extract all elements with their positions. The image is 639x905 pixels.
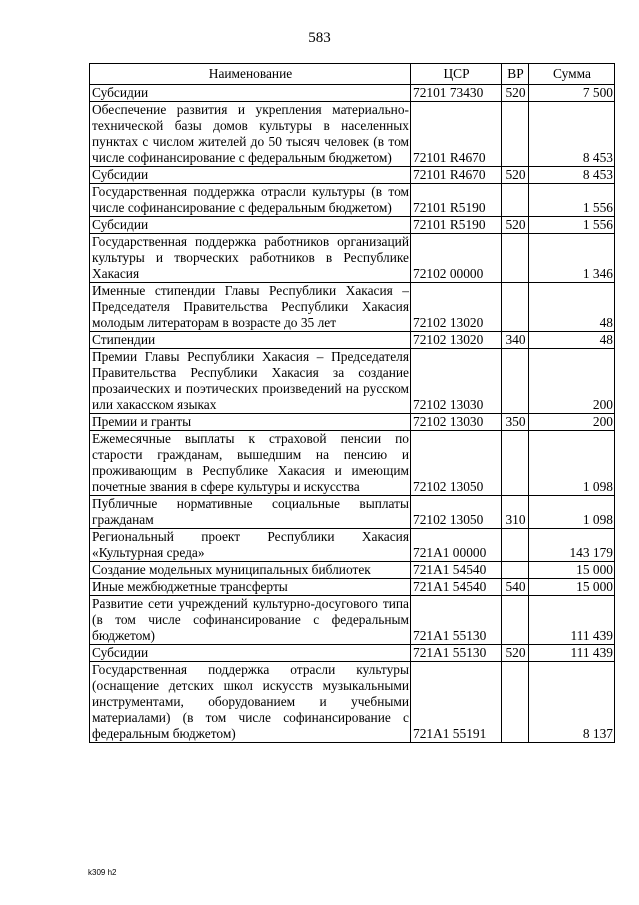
cell-code: 72102 13030 <box>411 349 502 414</box>
cell-vr: 350 <box>502 414 529 431</box>
cell-sum: 1 556 <box>529 184 615 217</box>
cell-vr <box>502 102 529 167</box>
cell-sum: 1 346 <box>529 234 615 283</box>
cell-sum: 143 179 <box>529 529 615 562</box>
cell-code: 721A1 55130 <box>411 596 502 645</box>
cell-sum: 48 <box>529 332 615 349</box>
table-row <box>90 184 615 217</box>
cell-code: 72101 R4670 <box>411 167 502 184</box>
table-row <box>90 596 615 645</box>
cell-vr <box>502 529 529 562</box>
cell-sum: 200 <box>529 414 615 431</box>
cell-name: Ежемесячные выплаты к страховой пенсии по старости гражданам, вышедшим на пенсию и проживающим в Республике Хакасия и имеющим почетные звания в сфере культуры и искусства <box>90 431 411 496</box>
table-row <box>90 414 615 431</box>
cell-name: Иные межбюджетные трансферты <box>90 579 411 596</box>
header-sum: Сумма <box>529 64 615 85</box>
cell-vr: 520 <box>502 167 529 184</box>
cell-name: Премии и гранты <box>90 414 411 431</box>
footer-code: k309 h2 <box>88 868 117 877</box>
cell-code: 72102 00000 <box>411 234 502 283</box>
table-row <box>90 283 615 332</box>
table-row <box>90 85 615 102</box>
cell-sum: 7 500 <box>529 85 615 102</box>
cell-vr: 520 <box>502 85 529 102</box>
cell-sum: 8 137 <box>529 662 615 743</box>
header-name: Наименование <box>90 64 411 85</box>
table-row <box>90 167 615 184</box>
cell-vr: 310 <box>502 496 529 529</box>
cell-name: Государственная поддержка отрасли культуры (оснащение детских школ искусств музыкальными инструментами, оборудованием и учебными материалами) (в том числе софинансирование с федеральным бюджетом) <box>90 662 411 743</box>
cell-name: Именные стипендии Главы Республики Хакасия – Председателя Правительства Республики Хакасия молодым литераторам в возрасте до 35 лет <box>90 283 411 332</box>
cell-vr <box>502 349 529 414</box>
table-row <box>90 579 615 596</box>
cell-name: Государственная поддержка отрасли культуры (в том числе софинансирование с федеральным бюджетом) <box>90 184 411 217</box>
table-row <box>90 102 615 167</box>
cell-code: 72102 13050 <box>411 496 502 529</box>
cell-sum: 8 453 <box>529 167 615 184</box>
cell-vr: 540 <box>502 579 529 596</box>
cell-sum: 48 <box>529 283 615 332</box>
table-row <box>90 217 615 234</box>
cell-sum: 15 000 <box>529 579 615 596</box>
cell-code: 72102 13050 <box>411 431 502 496</box>
cell-name: Публичные нормативные социальные выплаты гражданам <box>90 496 411 529</box>
cell-name: Субсидии <box>90 167 411 184</box>
cell-code: 72101 73430 <box>411 85 502 102</box>
table-row <box>90 529 615 562</box>
table-row <box>90 349 615 414</box>
table-row <box>90 234 615 283</box>
cell-vr <box>502 283 529 332</box>
cell-sum: 111 439 <box>529 645 615 662</box>
table-header-row <box>90 64 615 85</box>
table-row <box>90 431 615 496</box>
cell-name: Стипендии <box>90 332 411 349</box>
cell-vr: 520 <box>502 217 529 234</box>
cell-name: Субсидии <box>90 217 411 234</box>
cell-name: Обеспечение развития и укрепления материально-технической базы домов культуры в населенных пунктах с числом жителей до 50 тысяч человек (в том числе софинансирование с федеральным бюджетом) <box>90 102 411 167</box>
cell-code: 72101 R5190 <box>411 217 502 234</box>
cell-vr <box>502 562 529 579</box>
cell-sum: 1 098 <box>529 496 615 529</box>
cell-vr: 340 <box>502 332 529 349</box>
cell-vr <box>502 184 529 217</box>
table-row <box>90 562 615 579</box>
cell-code: 721A1 55191 <box>411 662 502 743</box>
cell-vr: 520 <box>502 645 529 662</box>
cell-code: 72101 R5190 <box>411 184 502 217</box>
table-row <box>90 645 615 662</box>
cell-sum: 15 000 <box>529 562 615 579</box>
cell-name: Государственная поддержка работников организаций культуры и творческих работников в Республике Хакасия <box>90 234 411 283</box>
cell-code: 721A1 54540 <box>411 579 502 596</box>
cell-name: Премии Главы Республики Хакасия – Председателя Правительства Республики Хакасия за создание прозаических и поэтических произведений на русском или хакасском языках <box>90 349 411 414</box>
cell-name: Региональный проект Республики Хакасия «Культурная среда» <box>90 529 411 562</box>
header-vr: ВР <box>502 64 529 85</box>
budget-table <box>89 63 615 743</box>
cell-sum: 8 453 <box>529 102 615 167</box>
cell-code: 72102 13020 <box>411 283 502 332</box>
table-row <box>90 662 615 743</box>
cell-sum: 1 556 <box>529 217 615 234</box>
cell-code: 72102 13020 <box>411 332 502 349</box>
cell-vr <box>502 596 529 645</box>
page-number: 583 <box>308 30 331 46</box>
header-code: ЦСР <box>411 64 502 85</box>
table-row <box>90 496 615 529</box>
cell-vr <box>502 431 529 496</box>
cell-vr <box>502 234 529 283</box>
cell-sum: 111 439 <box>529 596 615 645</box>
cell-name: Субсидии <box>90 645 411 662</box>
cell-name: Развитие сети учреждений культурно-досугового типа (в том числе софинансирование с федеральным бюджетом) <box>90 596 411 645</box>
cell-sum: 200 <box>529 349 615 414</box>
table-row <box>90 332 615 349</box>
cell-code: 72101 R4670 <box>411 102 502 167</box>
cell-name: Создание модельных муниципальных библиотек <box>90 562 411 579</box>
cell-code: 72102 13030 <box>411 414 502 431</box>
cell-sum: 1 098 <box>529 431 615 496</box>
cell-code: 721A1 54540 <box>411 562 502 579</box>
cell-vr <box>502 662 529 743</box>
cell-code: 721A1 55130 <box>411 645 502 662</box>
cell-name: Субсидии <box>90 85 411 102</box>
cell-code: 721A1 00000 <box>411 529 502 562</box>
